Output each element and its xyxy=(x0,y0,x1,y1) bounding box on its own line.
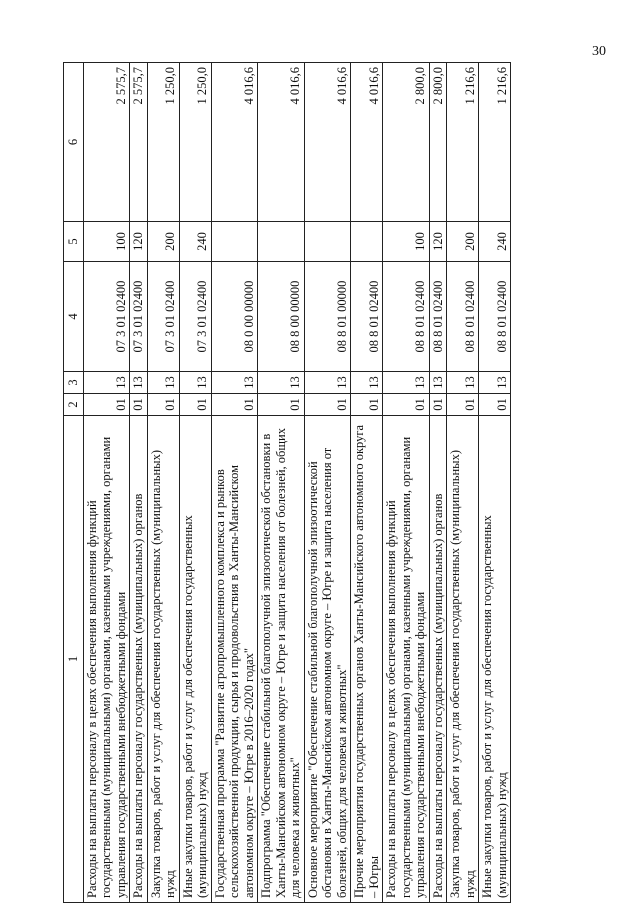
row-section: 01 xyxy=(479,394,511,416)
table-row xyxy=(351,63,383,903)
row-target-code: 08 8 00 00000 xyxy=(258,262,305,372)
row-subsection: 13 xyxy=(147,372,179,394)
row-name: Основное мероприятие "Обеспечение стабильной благополучной эпизоотической обстановки в Ханты-Мансийском автономном округе – Югре и защита населения от болезней, общих для человека и животных" xyxy=(304,416,351,903)
row-subsection: 13 xyxy=(351,372,383,394)
row-subsection: 13 xyxy=(447,372,479,394)
row-subsection: 13 xyxy=(304,372,351,394)
row-target-code: 07 3 01 02400 xyxy=(147,262,179,372)
table-row xyxy=(304,63,351,903)
row-expense-type: 240 xyxy=(479,222,511,262)
row-target-code: 07 3 01 02400 xyxy=(83,262,130,372)
rotated-table-content xyxy=(63,63,605,903)
row-amount: 1 216,6 xyxy=(479,63,511,222)
row-name: Государственная программа "Развитие агропромышленного комплекса и рынков сельскохозяйственной продукции, сырья и продовольствия в Ханты-Мансийском автономном округе – Югре в 2016–2020 годах" xyxy=(211,416,258,903)
row-expense-type: 240 xyxy=(179,222,211,262)
row-expense-type xyxy=(211,222,258,262)
row-section: 01 xyxy=(351,394,383,416)
row-expense-type: 200 xyxy=(147,222,179,262)
row-name: Расходы на выплаты персоналу в целях обеспечения выполнения функций государственными (муниципальными) органами, казенными учреждениями, органами управления государственными внебюджетными фондами xyxy=(83,416,130,903)
row-section: 01 xyxy=(130,394,148,416)
row-target-code: 07 3 01 02400 xyxy=(179,262,211,372)
row-name: Иные закупки товаров, работ и услуг для обеспечения государственных (муниципальных) нужд xyxy=(179,416,211,903)
row-amount: 4 016,6 xyxy=(211,63,258,222)
row-name: Закупка товаров, работ и услуг для обеспечения государственных (муниципальных) нужд xyxy=(147,416,179,903)
row-subsection: 13 xyxy=(83,372,130,394)
row-target-code: 08 0 00 00000 xyxy=(211,262,258,372)
row-subsection: 13 xyxy=(383,372,430,394)
row-amount: 2 800,0 xyxy=(429,63,447,222)
row-section: 01 xyxy=(83,394,130,416)
row-expense-type: 200 xyxy=(447,222,479,262)
header-col-6: 6 xyxy=(64,63,84,222)
row-expense-type xyxy=(304,222,351,262)
table-row xyxy=(211,63,258,903)
row-subsection: 13 xyxy=(130,372,148,394)
table-row xyxy=(130,63,148,903)
table-row xyxy=(83,63,130,903)
header-col-5: 5 xyxy=(64,222,84,262)
row-expense-type: 100 xyxy=(383,222,430,262)
row-target-code: 08 8 01 02400 xyxy=(447,262,479,372)
row-section: 01 xyxy=(447,394,479,416)
row-expense-type: 120 xyxy=(429,222,447,262)
row-name: Закупка товаров, работ и услуг для обеспечения государственных (муниципальных) нужд xyxy=(447,416,479,903)
row-target-code: 08 8 01 02400 xyxy=(479,262,511,372)
row-expense-type: 100 xyxy=(83,222,130,262)
table-row xyxy=(383,63,430,903)
page-number: 30 xyxy=(592,44,606,59)
row-subsection: 13 xyxy=(179,372,211,394)
row-expense-type xyxy=(258,222,305,262)
row-target-code: 08 8 01 02400 xyxy=(429,262,447,372)
row-amount: 1 250,0 xyxy=(179,63,211,222)
row-expense-type xyxy=(351,222,383,262)
row-target-code: 08 8 01 02400 xyxy=(383,262,430,372)
row-amount: 2 575,7 xyxy=(130,63,148,222)
row-amount: 4 016,6 xyxy=(351,63,383,222)
row-subsection: 13 xyxy=(211,372,258,394)
header-col-2: 2 xyxy=(64,394,84,416)
row-subsection: 13 xyxy=(429,372,447,394)
row-target-code: 07 3 01 02400 xyxy=(130,262,148,372)
row-section: 01 xyxy=(304,394,351,416)
row-amount: 1 250,0 xyxy=(147,63,179,222)
row-subsection: 13 xyxy=(479,372,511,394)
row-name: Расходы на выплаты персоналу государственных (муниципальных) органов xyxy=(130,416,148,903)
row-section: 01 xyxy=(429,394,447,416)
row-section: 01 xyxy=(179,394,211,416)
row-subsection: 13 xyxy=(258,372,305,394)
table-row xyxy=(447,63,479,903)
table-row xyxy=(429,63,447,903)
row-name: Подпрограмма "Обеспечение стабильной благополучной эпизоотической обстановки в Ханты-Мансийском автономном округе – Югре и защита населения от болезней, общих для человека и животных" xyxy=(258,416,305,903)
row-target-code: 08 8 01 02400 xyxy=(351,262,383,372)
row-section: 01 xyxy=(383,394,430,416)
row-name: Прочие мероприятия государственных органов Ханты-Мансийского автономного округа – Югры xyxy=(351,416,383,903)
row-amount: 2 800,0 xyxy=(383,63,430,222)
row-expense-type: 120 xyxy=(130,222,148,262)
table-header-row xyxy=(64,63,84,903)
row-amount: 4 016,6 xyxy=(304,63,351,222)
row-section: 01 xyxy=(258,394,305,416)
table-row xyxy=(258,63,305,903)
rotated-table-frame xyxy=(63,63,605,903)
header-col-4: 4 xyxy=(64,262,84,372)
table-row xyxy=(479,63,511,903)
row-target-code: 08 8 01 00000 xyxy=(304,262,351,372)
table-row xyxy=(179,63,211,903)
header-col-1: 1 xyxy=(64,416,84,903)
budget-table xyxy=(63,62,511,903)
row-section: 01 xyxy=(211,394,258,416)
row-amount: 2 575,7 xyxy=(83,63,130,222)
row-name: Расходы на выплаты персоналу государственных (муниципальных) органов xyxy=(429,416,447,903)
row-amount: 1 216,6 xyxy=(447,63,479,222)
row-amount: 4 016,6 xyxy=(258,63,305,222)
header-col-3: 3 xyxy=(64,372,84,394)
row-name: Расходы на выплаты персоналу в целях обеспечения выполнения функций государственными (муниципальными) органами, казенными учреждениями, органами управления государственными внебюджетными фондами xyxy=(383,416,430,903)
row-name: Иные закупки товаров, работ и услуг для обеспечения государственных (муниципальных) нужд xyxy=(479,416,511,903)
table-row xyxy=(147,63,179,903)
row-section: 01 xyxy=(147,394,179,416)
